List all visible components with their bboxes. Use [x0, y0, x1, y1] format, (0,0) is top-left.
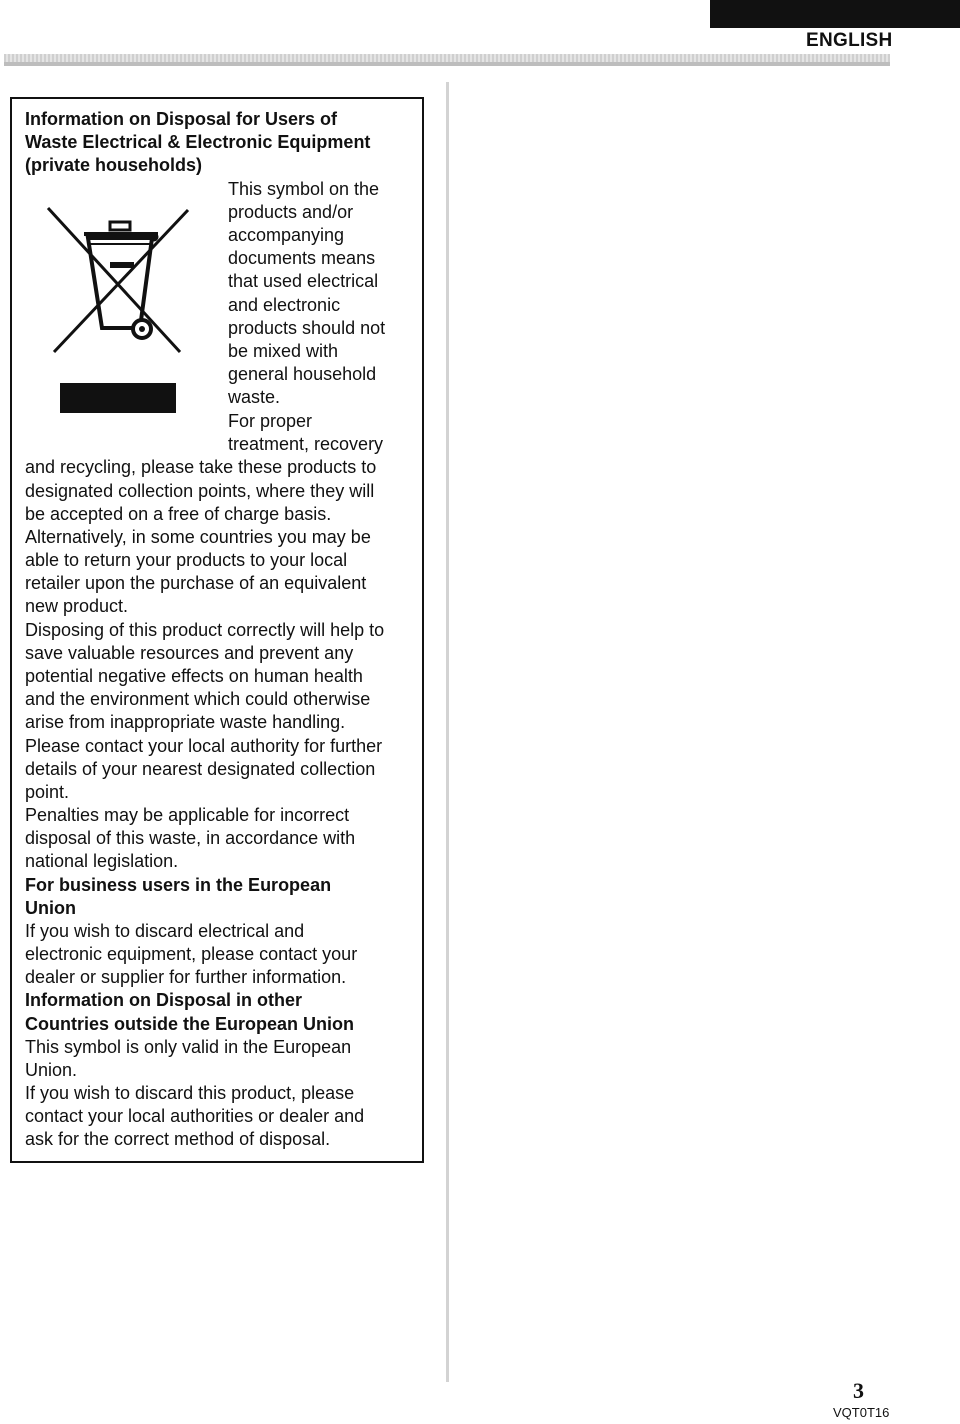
other-body-line: contact your local authorities or dealer and	[25, 1106, 365, 1126]
body-line: save valuable resources and prevent any	[25, 643, 354, 663]
other-body-line: This symbol is only valid in the European	[25, 1037, 352, 1057]
symbol-intro-line: be mixed with	[228, 341, 339, 361]
body-line: retailer upon the purchase of an equivalent	[25, 573, 367, 593]
symbol-intro-line: general household	[228, 364, 377, 384]
body-line: arise from inappropriate waste handling.	[25, 712, 346, 732]
body-line: potential negative effects on human health	[25, 666, 363, 686]
symbol-intro-line: documents means	[228, 248, 376, 268]
other-body-line: Union.	[25, 1060, 78, 1080]
notice-title-line: Waste Electrical & Electronic Equipment	[25, 132, 371, 152]
notice-title-line: Information on Disposal for Users of	[25, 109, 338, 129]
symbol-intro-line: accompanying	[228, 225, 345, 245]
other-heading-line: Countries outside the European Union	[25, 1014, 355, 1034]
body-line: Penalties may be applicable for incorrect	[25, 805, 350, 825]
body-line: disposal of this waste, in accordance with	[25, 828, 356, 848]
document-code: VQT0T16	[833, 1405, 890, 1420]
body-line: Please contact your local authority for further	[25, 736, 383, 756]
symbol-intro-line: waste.	[228, 387, 281, 407]
crossed-out-wheelie-bin-icon	[40, 200, 192, 422]
symbol-intro-line: products should not	[228, 318, 386, 338]
body-line: Disposing of this product correctly will help to	[25, 620, 385, 640]
business-heading-line: Union	[25, 898, 76, 918]
body-line: Alternatively, in some countries you may be	[25, 527, 371, 547]
header-black-tab	[710, 0, 960, 28]
business-heading-line: For business users in the European	[25, 875, 332, 895]
page-number: 3	[853, 1378, 864, 1403]
notice-title-line: (private households)	[25, 155, 203, 175]
body-line: be accepted on a free of charge basis.	[25, 504, 332, 524]
body-line: designated collection points, where they will	[25, 481, 375, 501]
other-heading-line: Information on Disposal in other	[25, 990, 303, 1010]
business-body-line: electronic equipment, please contact your	[25, 944, 358, 964]
language-label: ENGLISH	[806, 30, 893, 51]
body-line: and recycling, please take these products to	[25, 457, 377, 477]
symbol-intro-line: products and/or	[228, 202, 354, 222]
body-line: point.	[25, 782, 70, 802]
symbol-intro-line: that used electrical	[228, 271, 379, 291]
symbol-intro-line: and electronic	[228, 295, 341, 315]
symbol-intro-line: This symbol on the	[228, 179, 380, 199]
body-line: able to return your products to your local	[25, 550, 348, 570]
other-body-line: ask for the correct method of disposal.	[25, 1129, 331, 1149]
body-line: details of your nearest designated collection	[25, 759, 376, 779]
body-line: new product.	[25, 596, 129, 616]
symbol-intro-line: For proper	[228, 411, 313, 431]
business-body-line: If you wish to discard electrical and	[25, 921, 305, 941]
body-line: and the environment which could otherwise	[25, 689, 371, 709]
column-divider	[446, 82, 449, 1382]
business-body-line: dealer or supplier for further information.	[25, 967, 347, 987]
symbol-intro-line: treatment, recovery	[228, 434, 384, 454]
header-rule-shadow	[4, 62, 890, 66]
body-line: national legislation.	[25, 851, 179, 871]
other-body-line: If you wish to discard this product, please	[25, 1083, 355, 1103]
